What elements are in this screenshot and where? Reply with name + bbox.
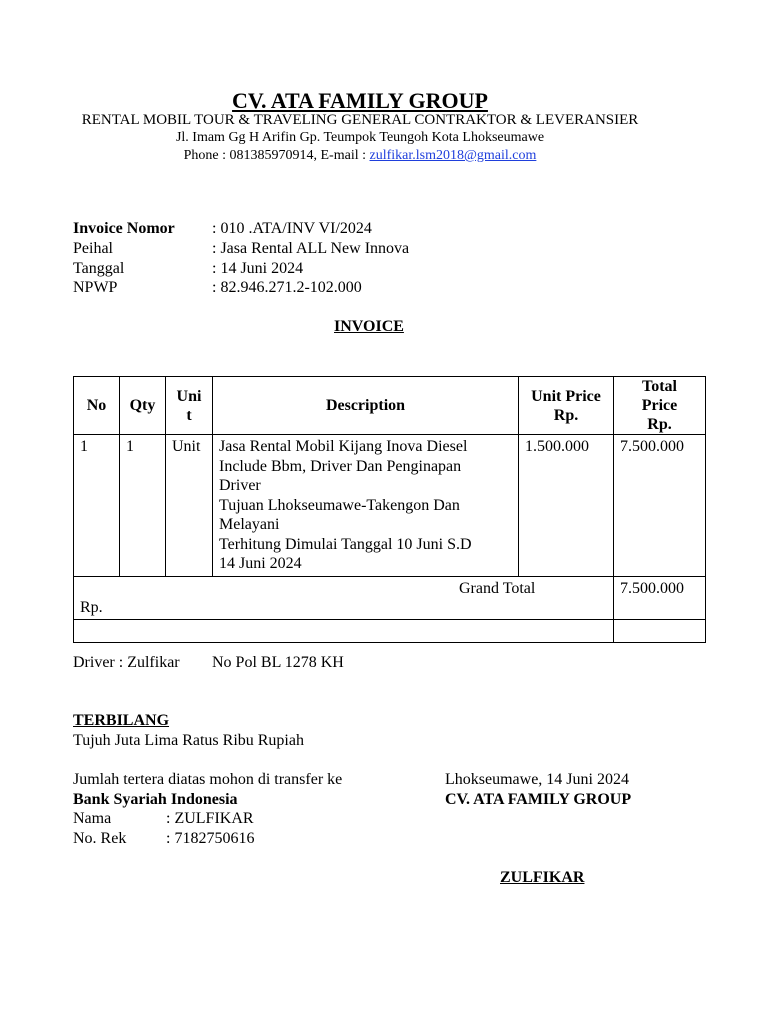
- company-name: CV. ATA FAMILY GROUP: [232, 88, 488, 113]
- cell-unit: Unit: [166, 435, 213, 577]
- cell-total-price: 7.500.000: [614, 435, 706, 577]
- header-unit-price-line2: Rp.: [553, 406, 579, 424]
- header-total-price: [614, 377, 706, 435]
- table-header-row: [74, 377, 706, 435]
- account-number-value: : 7182750616: [166, 830, 255, 847]
- grand-total-row: [74, 576, 706, 619]
- account-name-label: Nama: [73, 810, 112, 827]
- description-line: Driver: [219, 477, 261, 494]
- grand-total-label: Grand Total: [459, 579, 536, 597]
- signature-company: CV. ATA FAMILY GROUP: [445, 791, 632, 808]
- empty-row: [74, 619, 706, 642]
- header-description: Description: [213, 377, 519, 435]
- table-row: [74, 435, 706, 577]
- vehicle-plate: No Pol BL 1278 KH: [212, 654, 344, 671]
- header-unit-price-line1: Unit Price: [531, 387, 601, 405]
- empty-cell: [614, 619, 706, 642]
- grand-total-value: 7.500.000: [614, 576, 706, 619]
- header-total-line1: Total: [642, 378, 677, 395]
- terbilang-label: TERBILANG: [73, 712, 170, 729]
- cell-no: 1: [74, 435, 120, 577]
- terbilang-text: Tujuh Juta Lima Ratus Ribu Rupiah: [73, 732, 304, 749]
- company-tagline: RENTAL MOBIL TOUR & TRAVELING GENERAL CONTRAKTOR & LEVERANSIER: [81, 112, 639, 128]
- header-unit-price: [519, 377, 614, 435]
- cell-qty: 1: [120, 435, 166, 577]
- info-value: : 82.946.271.2-102.000: [212, 279, 362, 296]
- empty-cell: [74, 619, 614, 642]
- description-line: Terhitung Dimulai Tanggal 10 Juni S.D: [219, 535, 472, 553]
- description-line: 14 Juni 2024: [219, 555, 302, 572]
- info-label: Peihal: [73, 240, 113, 257]
- description-line: Melayani: [219, 516, 280, 533]
- header-no: No: [74, 377, 120, 435]
- header-total-line3: Rp.: [647, 416, 672, 433]
- driver-name: Driver : Zulfikar: [73, 654, 180, 671]
- account-name-value: : ZULFIKAR: [166, 810, 254, 827]
- header-unit-line1: Uni: [176, 387, 202, 405]
- description-line: Jasa Rental Mobil Kijang Inova Diesel: [219, 438, 468, 455]
- header-unit-line2: t: [186, 406, 192, 424]
- header-qty: Qty: [120, 377, 166, 435]
- cell-description: [213, 435, 519, 577]
- info-label: Invoice Nomor: [73, 220, 175, 237]
- description-line: Tujuan Lhokseumawe-Takengon Dan: [219, 496, 460, 514]
- cell-unit-price: 1.500.000: [519, 435, 614, 577]
- email-link[interactable]: zulfikar.lsm2018@gmail.com: [369, 148, 537, 163]
- signature-place-date: Lhokseumawe, 14 Juni 2024: [445, 771, 629, 788]
- contact-phone: Phone : 081385970914, E-mail :: [183, 148, 370, 163]
- grand-total-label-cell: [74, 576, 614, 619]
- description-line: Include Bbm, Driver Dan Penginapan: [219, 457, 462, 475]
- company-address: Jl. Imam Gg H Arifin Gp. Teumpok Teungoh Kota Lhokseumawe: [175, 130, 545, 145]
- info-label: Tanggal: [73, 260, 125, 277]
- header-unit: [166, 377, 213, 435]
- account-number-label: No. Rek: [73, 830, 127, 847]
- payment-instruction: Jumlah tertera diatas mohon di transfer ke: [73, 771, 343, 788]
- info-value: : Jasa Rental ALL New Innova: [212, 240, 410, 257]
- bank-name: Bank Syariah Indonesia: [73, 791, 238, 808]
- grand-total-currency: Rp.: [80, 598, 103, 616]
- info-value: : 010 .ATA/INV VI/2024: [212, 220, 372, 237]
- company-contact: [0, 148, 720, 164]
- signer-name: ZULFIKAR: [500, 869, 585, 886]
- info-value: : 14 Juni 2024: [212, 260, 304, 277]
- info-label: NPWP: [73, 279, 118, 296]
- invoice-title: INVOICE: [334, 318, 404, 335]
- header-total-line2: Price: [641, 397, 678, 414]
- invoice-table: [73, 376, 706, 643]
